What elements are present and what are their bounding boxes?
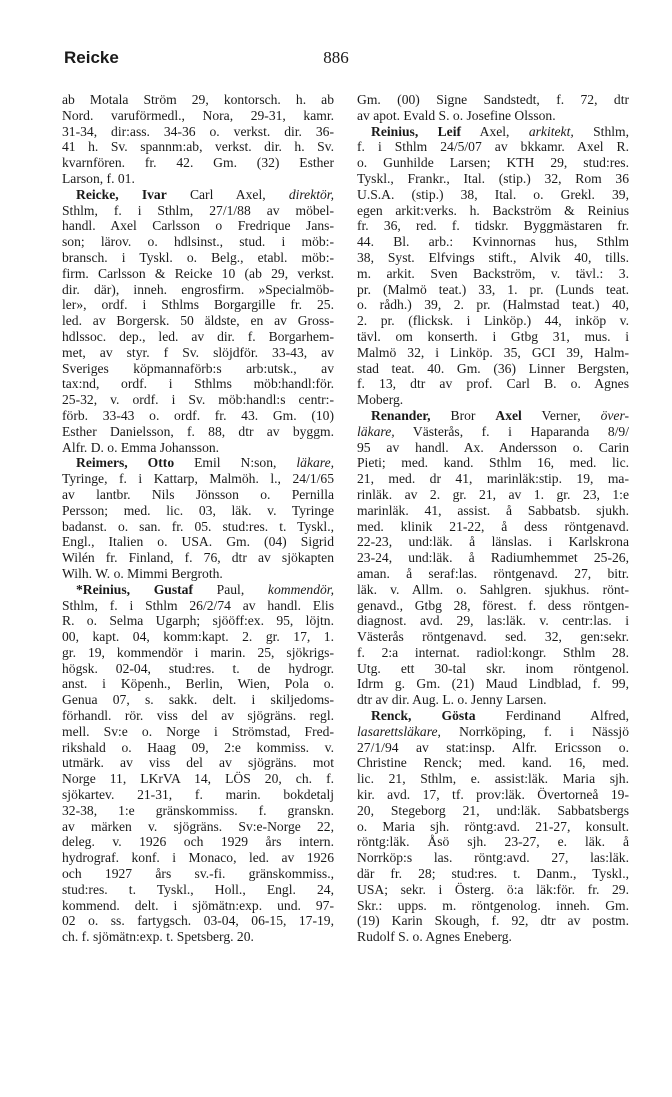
text-line [357,724,629,740]
entry-profession: lasarettsläkare [357,723,438,739]
entry-profession: arkitekt, [528,123,574,139]
text-line: rikshald o. Haag 09, 2:e kommiss. v. [62,739,334,755]
text-line: ch. f. sjömätn:exp. t. Spetsberg. 20. [62,929,254,945]
text-line: Christine Renck; med. kand. 16, med. [357,755,629,771]
text-line: genavd., Gtbg 28, förest. f. dess röntgen- [357,597,629,613]
text-line: kir. avd. 17, tf. prov:läk. Övertorneå 19- [357,787,629,803]
text-line: Persson; med. lic. 03, läk. v. Tyringe [62,502,334,518]
text-line: anst. i Köpenh., Berlin, Wien, Pola o. [62,676,334,692]
text-line: 27/1/94 av stat:insp. Alfr. Ericsson o. [357,739,629,755]
text-line: och 1927 års sv.-fi. gränskommiss., [62,866,334,882]
text-line: Sthlm, f. i Sthlm, 27/1/88 av möbel- [62,202,334,218]
entry-name: Reicke, Ivar [76,186,167,202]
text-line: 22-23, und:läk. å länslas. i Karlskrona [357,534,629,550]
text-line: led. av Borgersk. 50 äldste, en av Gross- [62,313,334,329]
text-line: f. i Sthlm 24/5/07 av bkkamr. Axel R. [357,139,629,155]
text-line: aman. å seraf:las. röntgenavd. 27, bitr. [357,565,629,581]
text-line: Nord. varuförmedl., Nora, 29-31, kamr. [62,107,334,123]
text-line: Larson, f. 01. [62,170,135,186]
entry-name: Renander, [371,407,431,423]
entry-headword-line [62,455,334,471]
text-line: förhandl. rör. viss del av sjögräns. regl. [62,708,334,724]
biography-entry [62,455,334,581]
text-line: 38, Syst. Elfvings stift., Alvik 40, tills. [357,249,629,265]
text-line: 02 o. ss. fartygsch. 03-04, 06-15, 17-19, [62,913,334,929]
text-line: röntg:läk. Åsö sjh. 23-27, e. läk. å [357,834,629,850]
continued-entry [357,92,629,124]
text-line: Genua 07, s. sakk. delt. i skiljedoms- [62,692,334,708]
text-line: USA; sekr. i Österg. ö:a läk:för. fr. 29. [357,881,629,897]
text-line: Esther Danielsson, f. 88, dtr av byggm. [62,423,334,439]
text-line: Sthlm, f. i Sthlm 26/2/74 av handl. Elis [62,597,334,613]
entry-profession: läkare, [357,423,395,439]
text-line: marinläk. 41, assist. å Sabbatsb. sjukh. [357,502,629,518]
text-line: ab Motala Ström 29, kontorsch. h. ab [62,92,334,107]
text-line: o. Maria sjh. röntg:avd. 21-27, konsult. [357,818,629,834]
text-line: läk. v. Allm. o. Sahlgren. sjukhus. rönt- [357,581,629,597]
text-line: Sveriges köpmannaförb:s arb:utsk., av [62,360,334,376]
entry-profession: läkare, [296,455,334,471]
text-line: handl. Axel Carlsson o Fredrique Jans- [62,218,334,234]
text-line: tävl. om konserth. i Gtbg 31, mus. i [357,328,629,344]
text-line: 00, kapt. 04, komm:kapt. 2. gr. 17, 1. [62,629,334,645]
text-line: 23-24, und:läk. å Radiumhemmet 25-26, [357,550,629,566]
text-line: o. rådh.) 39, 2. pr. (Halmstad teat.) 40, [357,297,629,313]
text-line: Tyskl., Frankr., Ital. (stip.) 32, Rom 36 [357,170,629,186]
entry-headword-line [357,408,629,424]
text-line: gr. 19, kommendör i marin. 25, sjökrigs- [62,644,334,660]
text-line: 21, med. dr 41, marinläk:stip. 19, ma- [357,471,629,487]
text-line: av märken v. sjögräns. Sv:e-Norge 22, [62,818,334,834]
entry-given-names: Bror [430,407,496,423]
text-line: kommend. delt. i sjömätn:exp. und. 97- [62,897,334,913]
entry-name-called: Axel [495,407,522,423]
text-line: diagnost. avd. 29, las:läk. v. centr:las. i [357,613,629,629]
text-line: 20, Stegeborg 21, und:läk. Sabbatsbergs [357,802,629,818]
page-number: 886 [323,48,349,67]
text-line: Utg. ett 30-tal skr. inom röntgenol. [357,660,629,676]
text-line: av lantbr. Nils Jönsson o. Pernilla [62,486,334,502]
entry-profession: över- [600,407,629,423]
text-line: Pieti; med. kand. Sthlm 16, med. lic. [357,455,629,471]
text-line: Tyringe, f. i Kattarp, Malmöh. l., 24/1/65 [62,471,334,487]
text-line: egen arkit:verks. h. Backström & Reinius [357,202,629,218]
text-line: dir. där), inneh. engrosfirm. »Specialmöb- [62,281,334,297]
text-line: stad teat. 40. Gm. (36) Linner Bergsten, [357,360,629,376]
text-line: R. o. Selma Ugarph; sjööff:ex. 95, löjtn. [62,613,334,629]
text-line: f. 13, dtr av prof. Carl B. o. Agnes [357,376,629,392]
text-line: (19) Karin Skough, f. 92, dtr av postm. [357,913,629,929]
text-line-rest: Västerås, f. i Haparanda 8/9/ [394,423,629,439]
text-line: Moberg. [357,392,404,408]
text-line: 31-34, dir:ass. 34-36 o. verkst. dir. 36- [62,123,334,139]
text-line: dtr av dir. Aug. L. o. Jenny Larsen. [357,692,547,708]
text-line: o. Gunhilde Larsen; KTH 29, stud:res. [357,155,629,171]
text-line: badanst. o. san. fr. 05. stud:res. t. Tyskl., [62,518,334,534]
text-line: Skr.: upps. m. röntgenolog. inneh. Gm. [357,897,629,913]
text-line: Engl., Italien o. USA. Gm. (04) Sigrid [62,534,334,550]
text-line: utmärk. av viss del av sjögräns. mot [62,755,334,771]
text-line: där fr. 28; stud:res. t. Danm., Tyskl., [357,866,629,882]
text-line: met, av styr. f Sv. slöjdför. 33-43, av [62,344,334,360]
text-line: m. arkit. Sven Backström, v. tävl.: 3. [357,265,629,281]
entry-name: Reimers, Otto [76,455,175,471]
biography-entry [357,408,629,708]
text-line: Alfr. D. o. Emma Johansson. [62,439,220,455]
text-line: fr. 36, red. f. tidskr. Byggmästaren fr. [357,218,629,234]
text-line: högsk. 02-04, stud:res. t. de hydrogr. [62,660,334,676]
entry-headword-line [62,187,334,203]
entry-place: Sthlm, [573,123,629,139]
text-line: lic. 21, Sthlm, e. assist:läk. Maria sjh. [357,771,629,787]
entry-given-names: Verner, [521,407,601,423]
entry-given-names: Axel, [461,123,529,139]
right-column [357,92,629,945]
text-line: Wilh. W. o. Mimmi Bergroth. [62,565,223,581]
text-line: firm. Carlsson & Reicke 10 (ab 29, verkst. [62,265,334,281]
entry-profession: kommendör, [267,581,334,597]
text-line: 2. pr. (flicksk. i Linköp.) 44, inköp v. [357,313,629,329]
text-line: stud:res. t. Tyskl., Holl., Engl. 24, [62,881,334,897]
text-line: hydrograf. konf. i Monaco, led. av 1926 [62,850,334,866]
text-line: 32-38, 1:e gränskommiss. f. granskn. [62,802,334,818]
text-line: rinläk. av 2. gr. 21, av 1. gr. 23, 1:e [357,486,629,502]
text-line: Idrm g. Gm. (21) Maud Lindblad, f. 99, [357,676,629,692]
page-header [0,48,672,76]
text-line: pr. (Malmö teat.) 33, 1. pr. (Lunds teat. [357,281,629,297]
text-line: Gm. (00) Signe Sandstedt, f. 72, dtr [357,92,629,107]
biography-entry [62,582,334,945]
biography-entry [357,124,629,408]
entry-name: Renck, Gösta [371,708,476,724]
entry-name: *Reinius, Gustaf [76,581,193,597]
text-line: deleg. v. 1926 och 1929 års intern. [62,834,334,850]
text-line: hdlssoc. dep., led. av dir. f. Borgarhem- [62,328,334,344]
entry-name: Reinius, Leif [371,123,461,139]
entry-headword-line [357,124,629,140]
text-line: ler», ordf. i Sthlms Borgargille fr. 25. [62,297,334,313]
text-line: kvarnfören. fr. 42. Gm. (32) Esther [62,155,334,171]
text-line: 44. Bl. arb.: Kvinnornas hus, Sthlm [357,234,629,250]
biography-entry [357,708,629,945]
text-line-rest: , Norrköping, f. i Nässjö [437,723,629,739]
text-line: Norge 11, LKrVA 14, LÖS 20, ch. f. [62,771,334,787]
text-line [357,424,629,440]
entry-given-names: Paul, [192,581,268,597]
entry-headword-line [62,582,334,598]
entry-given-names: Emil N:son, [174,455,297,471]
entry-headword-line [357,708,629,724]
text-line: 41 h. Sv. spannm:ab, verkst. dir. h. Sv. [62,139,334,155]
text-line: 25-32, v. ordf. i Sv. möb:handl:s centr:- [62,392,334,408]
text-line: Wilén fr. Finland, f. 76, dtr av sjökapten [62,550,334,566]
entry-profession: direktör, [288,186,334,202]
entry-given-names: Ferdinand Alfred, [475,708,629,724]
text-line: Malmö 32, i Linköp. 35, GCI 39, Halm- [357,344,629,360]
text-line: son; lärov. o. hdlsinst., stud. i möb:- [62,234,334,250]
text-line: Västerås röntgenavd. sed. 32, gen:sekr. [357,629,629,645]
text-line: sjökartev. 21-31, f. marin. bokdetalj [62,787,334,803]
text-line: f. 2:a internat. radiol:kongr. Sthlm 28. [357,644,629,660]
continued-entry [62,92,334,187]
text-line: med. klinik 21-22, å dess röntgenavd. [357,518,629,534]
text-line: Norrköp:s las. röntg:avd. 27, las:läk. [357,850,629,866]
text-line: av apot. Evald S. o. Josefine Olsson. [357,107,556,123]
entry-given-names: Carl Axel, [166,186,289,202]
text-line: mell. Sv:e o. Norge i Strömstad, Fred- [62,723,334,739]
biography-entry [62,187,334,456]
left-column [62,92,334,945]
text-line: 95 av handl. Ax. Andersson o. Carin [357,439,629,455]
text-line: bransch. i Tyskl. o. Belg., etabl. möb:- [62,249,334,265]
text-line: Rudolf S. o. Agnes Eneberg. [357,929,512,945]
text-line: förb. 33-43 o. ordf. fr. 43. Gm. (10) [62,407,334,423]
text-line: tax:nd, ordf. i Sthlms möb:handl:för. [62,376,334,392]
running-head: Reicke [64,48,119,67]
text-line: U.S.A. (stip.) 38, Ital. o. Grekl. 39, [357,186,629,202]
